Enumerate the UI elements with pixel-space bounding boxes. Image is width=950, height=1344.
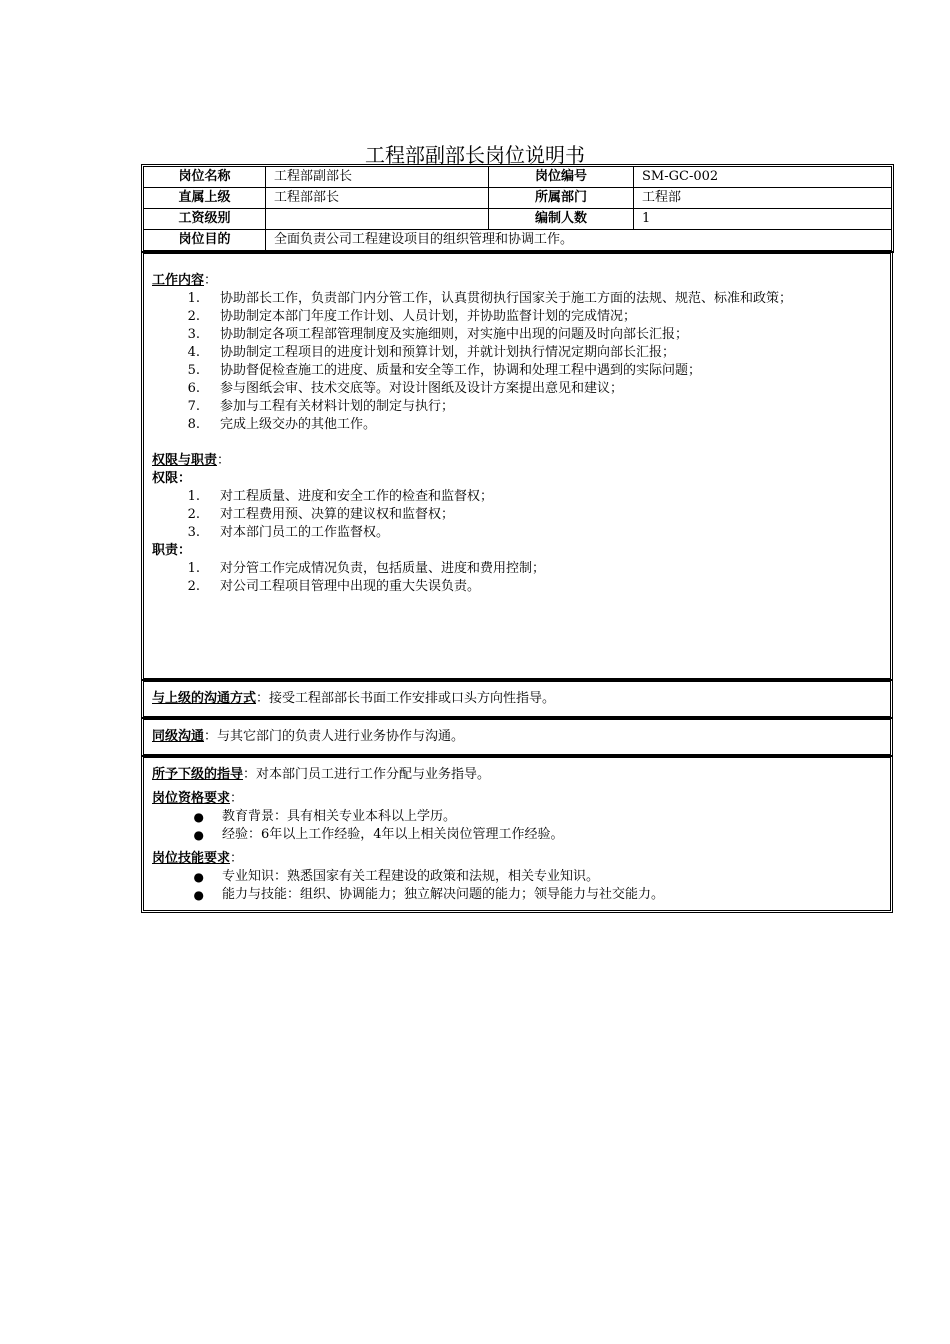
table-row xyxy=(144,209,892,230)
qualification-list xyxy=(152,808,882,844)
list-item: 8. 完成上级交办的其他工作。 xyxy=(187,417,377,432)
bullet-icon: ● xyxy=(193,870,204,884)
peer-communication-section xyxy=(143,719,891,755)
upward-communication-heading: 与上级的沟通方式 xyxy=(152,691,257,706)
salary-label: 工资级别 xyxy=(144,209,266,230)
work-content-list xyxy=(152,290,882,434)
position-name-value: 工程部副部长 xyxy=(266,167,489,188)
authority-heading: 权限与职责： xyxy=(152,453,231,468)
position-name-label: 岗位名称 xyxy=(144,167,266,188)
list-item: 3. 对本部门员工的工作监督权。 xyxy=(187,525,390,540)
qualification-heading: 岗位资格要求： xyxy=(152,791,244,806)
bullet-icon: ● xyxy=(193,888,204,902)
skills-list xyxy=(152,868,882,904)
list-item: ● 教育背景：具有相关专业本科以上学历。 xyxy=(152,808,882,826)
list-item: 5. 协助督促检查施工的进度、质量和安全等工作，协调和处理工程中遇到的实际问题； xyxy=(187,363,702,378)
bullet-icon: ● xyxy=(193,810,204,824)
rights-label: 权限： xyxy=(152,471,192,486)
responsibilities-section xyxy=(143,253,891,679)
table-row xyxy=(144,167,892,188)
list-item: 1. 对工程质量、进度和安全工作的检查和监督权； xyxy=(187,489,494,504)
peer-communication-heading: 同级沟通 xyxy=(152,729,205,744)
duties-list xyxy=(152,560,882,596)
upward-communication-text: ：接受工程部部长书面工作安排或口头方向性指导。 xyxy=(256,691,556,706)
list-item: ● 能力与技能：组织、协调能力；独立解决问题的能力；领导能力与社交能力。 xyxy=(152,886,882,904)
list-item: 6. 参与图纸会审、技术交底等。对设计图纸及设计方案提出意见和建议； xyxy=(187,381,624,396)
upward-communication-section xyxy=(143,681,891,717)
list-item: ● 专业知识：熟悉国家有关工程建设的政策和法规，相关专业知识。 xyxy=(152,868,882,886)
list-item: 2. 协助制定本部门年度工作计划、人员计划，并协助监督计划的完成情况； xyxy=(187,309,637,324)
headcount-value: 1 xyxy=(634,209,892,230)
job-description-form xyxy=(143,166,891,911)
list-item: 2. 对公司工程项目管理中出现的重大失误负责。 xyxy=(187,579,481,594)
salary-value xyxy=(266,209,489,230)
list-item: ● 经验：6年以上工作经验，4年以上相关岗位管理工作经验。 xyxy=(152,826,882,844)
table-row xyxy=(144,188,892,209)
list-item: 2. 对工程费用预、决算的建议权和监督权； xyxy=(187,507,455,522)
purpose-value: 全面负责公司工程建设项目的组织管理和协调工作。 xyxy=(266,230,892,251)
superior-label: 直属上级 xyxy=(144,188,266,209)
rights-list xyxy=(152,488,882,542)
basic-info-table xyxy=(143,166,892,251)
department-label: 所属部门 xyxy=(489,188,634,209)
superior-value: 工程部部长 xyxy=(266,188,489,209)
list-item: 7. 参加与工程有关材料计划的制定与执行； xyxy=(187,399,455,414)
list-item: 1. 对分管工作完成情况负责，包括质量、进度和费用控制； xyxy=(187,561,546,576)
document-title: 工程部副部长岗位说明书 xyxy=(365,143,585,167)
bullet-icon: ● xyxy=(193,828,204,842)
list-item: 4. 协助制定工程项目的进度计划和预算计划，并就计划执行情况定期向部长汇报； xyxy=(187,345,676,360)
purpose-label: 岗位目的 xyxy=(144,230,266,251)
work-content-heading: 工作内容： xyxy=(152,273,218,288)
list-item: 1. 协助部长工作，负责部门内分管工作，认真贯彻执行国家关于施工方面的法规、规范、标准和政策； xyxy=(187,291,793,306)
duties-label: 职责： xyxy=(152,543,192,558)
list-item: 3. 协助制定各项工程部管理制度及实施细则，对实施中出现的问题及时向部长汇报； xyxy=(187,327,689,342)
position-code-label: 岗位编号 xyxy=(489,167,634,188)
position-code-value: SM-GC-002 xyxy=(634,167,892,188)
department-value: 工程部 xyxy=(634,188,892,209)
peer-communication-text: ：与其它部门的负责人进行业务协作与沟通。 xyxy=(204,729,465,744)
skills-heading: 岗位技能要求： xyxy=(152,851,244,866)
qualification-section xyxy=(143,757,891,911)
headcount-label: 编制人数 xyxy=(489,209,634,230)
table-row xyxy=(144,230,892,251)
subordinate-guidance: 所予下级的指导：对本部门员工进行工作分配与业务指导。 xyxy=(152,767,491,782)
